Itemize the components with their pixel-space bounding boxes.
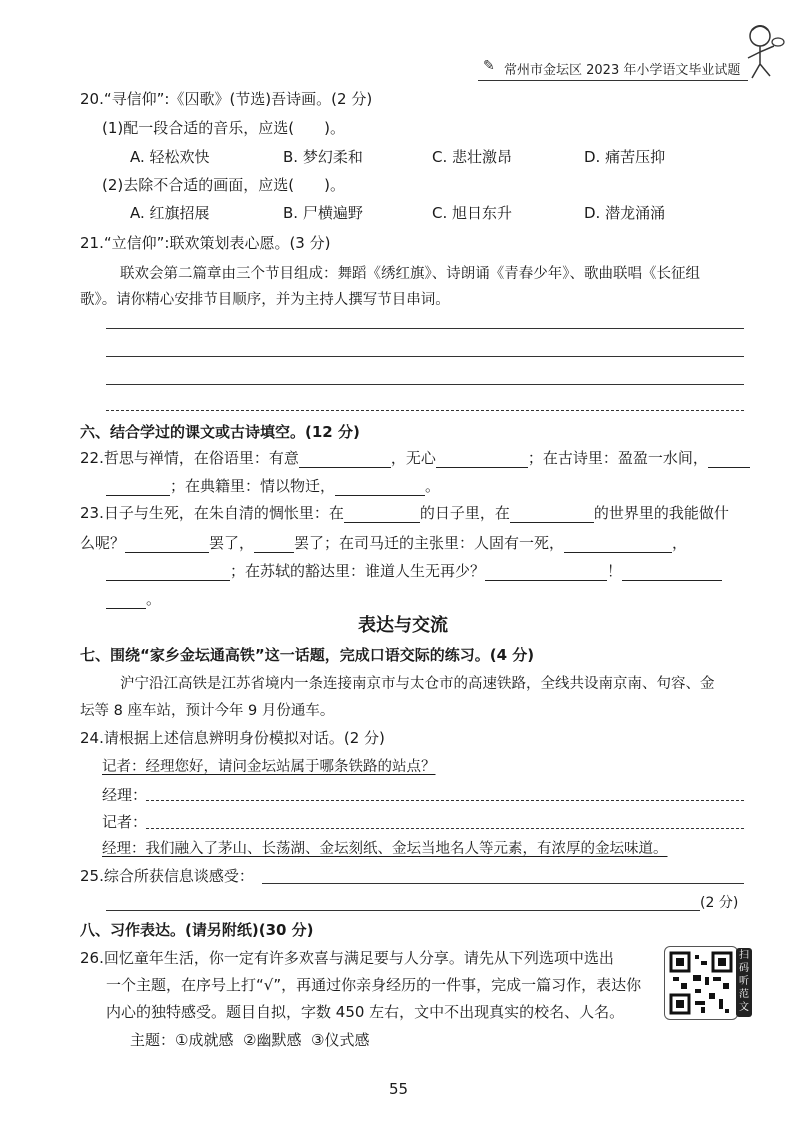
q22-blank-4[interactable] [335, 479, 425, 496]
q23-part7: ， [672, 534, 688, 552]
page-number: 55 [389, 1080, 409, 1098]
q22-part4: ；在典籍里：情以物迁， [170, 477, 336, 495]
section-title-expression: 表达与交流 [358, 615, 448, 636]
q23-part8: ；在苏轼的豁达里：谁道人生无再少？ [230, 562, 486, 580]
q26-themes [130, 1030, 369, 1050]
q23-part9: ！ [607, 562, 623, 580]
q20-sub2: (2)去除不合适的画面，应选( )。 [102, 176, 345, 194]
q23-blank-8b[interactable] [106, 592, 146, 609]
q20-stem: 20.“寻信仰”:《囚歌》(节选)吾诗画。(2 分) [80, 90, 373, 108]
q24-manager-label: 经理： [102, 786, 148, 804]
q22-part1: 22.哲思与禅情，在俗语里：有意 [80, 449, 299, 467]
q21-answer-line-1[interactable] [106, 328, 744, 329]
q26-theme-1[interactable]: ①成就感 [175, 1031, 234, 1049]
q20-sub2-option-d: D. 潜龙涌涌 [584, 204, 666, 222]
q26-line3: 内心的独特感受。题目自拟，字数 450 左右，文中不出现真实的校名、人名。 [106, 1003, 625, 1021]
section8-heading: 八、习作表达。(请另附纸)(30 分) [80, 921, 314, 939]
q21-answer-line-4[interactable] [106, 410, 744, 411]
q24-stem: 24.请根据上述信息辨明身份模拟对话。(2 分) [80, 729, 385, 747]
q23-line4 [106, 589, 161, 609]
q21-answer-line-3[interactable] [106, 384, 744, 385]
section7-passage-line2: 坛等 8 座车站，预计今年 9 月份通车。 [80, 703, 335, 719]
q22-blank-1[interactable] [299, 451, 391, 468]
q23-line3 [106, 561, 722, 581]
q23-blank-6[interactable] [106, 564, 230, 581]
q23-blank-3[interactable] [125, 536, 209, 553]
qr-side-label: 扫码听范文 [736, 948, 752, 1017]
q20-sub2-option-b: B. 尸横遍野 [283, 204, 363, 222]
q23-blank-4[interactable] [254, 536, 294, 553]
q23-blank-8[interactable] [622, 564, 722, 581]
q21-passage-line1: 联欢会第二篇章由三个节目组成：舞蹈《绣红旗》、诗朗诵《青春少年》、歌曲联唱《长征组 [120, 266, 700, 282]
q22-part2: ，无心 [390, 449, 436, 467]
mascot-icon [730, 20, 790, 82]
q25-score: (2 分) [700, 895, 739, 911]
q23-blank-2[interactable] [510, 506, 594, 523]
q23-line2 [80, 533, 687, 553]
q24-reporter-line: 记者：经理您好，请问金坛站属于哪条铁路的站点？ [102, 759, 436, 775]
q20-sub1-option-c: C. 悲壮激昂 [432, 148, 513, 166]
q20-sub2-option-a: A. 红旗招展 [130, 204, 210, 222]
header-rule [478, 80, 748, 81]
q23-blank-5[interactable] [564, 536, 672, 553]
q24-manager-answer-line[interactable] [146, 800, 744, 801]
q24-reporter-answer-line[interactable] [146, 828, 744, 829]
q23-part2: 的日子里，在 [419, 504, 510, 522]
qr-code-pattern [665, 947, 737, 1019]
q23-part3: 的世界里的我能做什 [593, 504, 729, 522]
q22-part5: 。 [425, 477, 441, 495]
q26-theme-3[interactable]: ③仪式感 [311, 1031, 370, 1049]
q23-blank-7[interactable] [485, 564, 607, 581]
q21-stem: 21.“立信仰”:联欢策划表心愿。(3 分) [80, 234, 331, 252]
q23-part6: 罢了；在司马迁的主张里：人固有一死， [294, 534, 565, 552]
q20-sub1-option-b: B. 梦幻柔和 [283, 148, 363, 166]
q22-blank-3b[interactable] [106, 479, 170, 496]
qr-code[interactable] [664, 946, 738, 1020]
q23-blank-1[interactable] [344, 506, 420, 523]
section6-heading: 六、结合学过的课文或古诗填空。(12 分) [80, 423, 360, 441]
q25-stem: 25.综合所获信息谈感受： [80, 867, 254, 885]
q26-themes-label: 主题： [130, 1031, 176, 1049]
q20-sub2-option-c: C. 旭日东升 [432, 204, 513, 222]
q22-blank-3[interactable] [708, 451, 750, 468]
q20-sub1: (1)配一段合适的音乐，应选( )。 [102, 119, 345, 137]
q24-manager-line: 经理：我们融入了茅山、长荡湖、金坛刻纸、金坛当地名人等元素，有浓厚的金坛味道。 [102, 841, 668, 857]
q24-reporter-label: 记者： [102, 813, 148, 831]
section7-passage-line1: 沪宁沿江高铁是江苏省境内一条连接南京市与太仓市的高速铁路，全线共设南京南、句容、金 [120, 676, 715, 692]
q22-blank-2[interactable] [436, 451, 528, 468]
q25-answer-line-2[interactable] [106, 910, 700, 911]
section7-heading: 七、围绕“家乡金坛通高铁”这一话题，完成口语交际的练习。(4 分) [80, 646, 535, 664]
q26-line1: 26.回忆童年生活，你一定有许多欢喜与满足要与人分享。请先从下列选项中选出 [80, 949, 614, 967]
q22-part3: ；在古诗里：盈盈一水间， [527, 449, 708, 467]
q23-part4: 么呢？ [80, 534, 126, 552]
q20-sub1-option-d: D. 痛苦压抑 [584, 148, 666, 166]
q22-line1 [80, 448, 750, 468]
q20-sub1-option-a: A. 轻松欢快 [130, 148, 210, 166]
header-title: 常州市金坛区 2023 年小学语文毕业试题 [504, 63, 741, 78]
q23-part5: 罢了， [209, 534, 255, 552]
q21-answer-line-2[interactable] [106, 356, 744, 357]
q23-part10: 。 [146, 590, 162, 608]
q21-passage-line2: 歌》。请你精心安排节目顺序，并为主持人撰写节目串词。 [80, 292, 450, 308]
q23-line1 [80, 503, 729, 523]
q26-theme-2[interactable]: ②幽默感 [243, 1031, 302, 1049]
q23-part1: 23.日子与生死，在朱自清的惆怅里：在 [80, 504, 344, 522]
q25-answer-line-1[interactable] [262, 883, 744, 884]
q22-line2 [106, 476, 440, 496]
header-pencil-icon: ✎ [483, 58, 495, 74]
q26-line2: 一个主题，在序号上打“√”，再通过你亲身经历的一件事，完成一篇习作，表达你 [106, 976, 642, 994]
